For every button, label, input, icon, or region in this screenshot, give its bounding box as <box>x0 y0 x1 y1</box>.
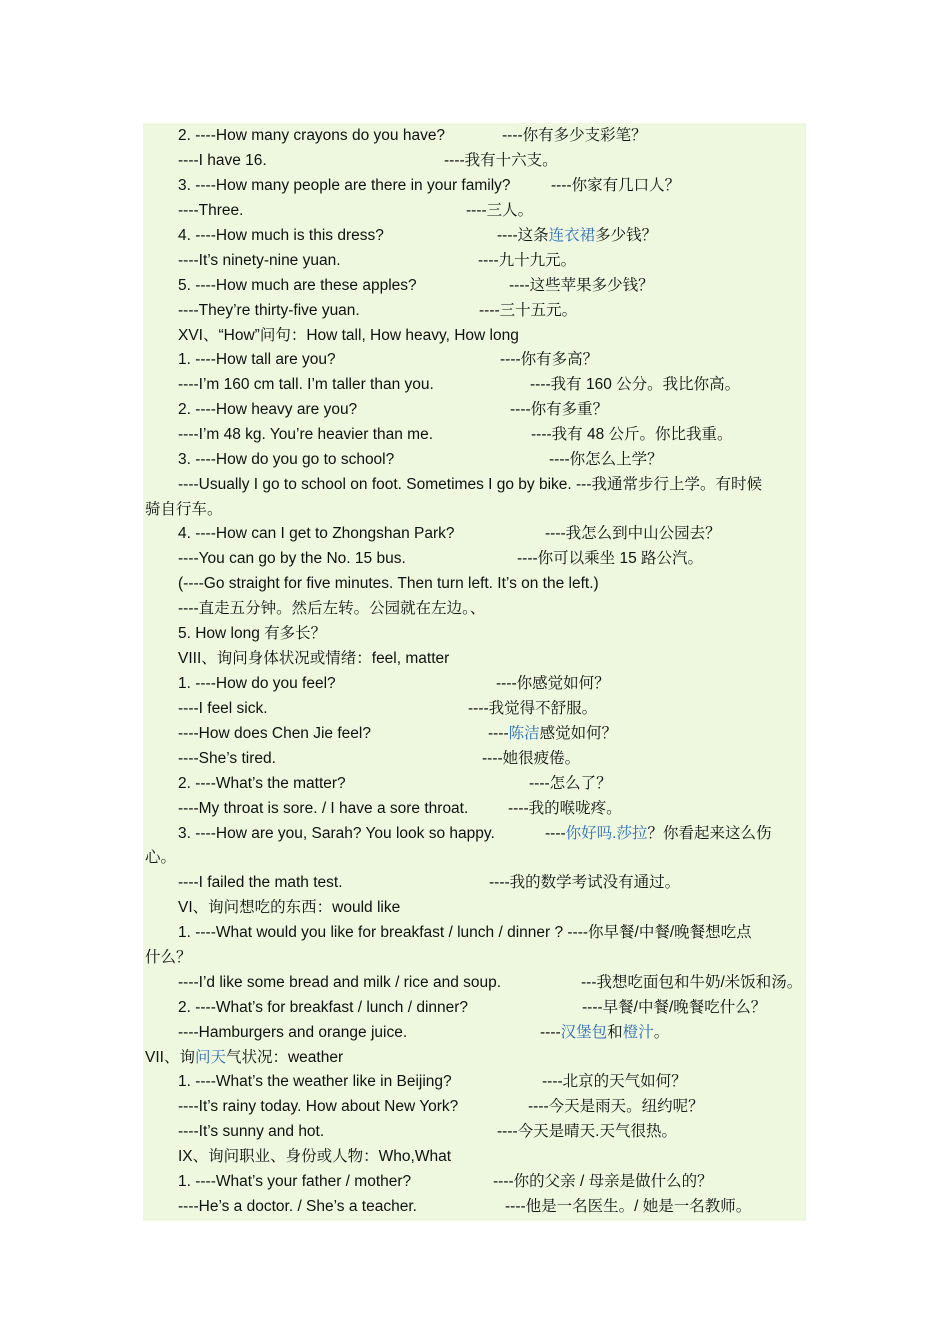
text-line <box>0 797 700 821</box>
english-text: 3. ----How are you, Sarah? You look so happy. <box>178 825 495 842</box>
text-line <box>0 398 700 422</box>
text-line <box>0 473 762 497</box>
chinese-translation: ----你的父亲 / 母亲是做什么的？ <box>493 1173 713 1190</box>
text-line <box>0 423 733 447</box>
text-line <box>0 199 700 223</box>
translation-part: ---- <box>540 1024 561 1041</box>
chinese-translation: ----我觉得不舒服。 <box>468 700 598 717</box>
chinese-translation: ----我怎么到中山公园去？ <box>545 525 721 542</box>
highlighted-link-text: 汉堡包 <box>560 1024 608 1041</box>
heading-part: 气状况：weather <box>225 1049 344 1066</box>
text-line <box>0 597 700 621</box>
chinese-translation: ---我想吃面包和牛奶/米饭和汤。 <box>581 974 803 991</box>
text-line <box>0 647 700 671</box>
english-text: ----Hamburgers and orange juice. <box>178 1024 408 1041</box>
chinese-translation <box>540 1021 669 1045</box>
line-text: (----Go straight for five minutes. Then turn left. It’s on the left.) <box>178 575 599 592</box>
english-text: ----I’m 160 cm tall. I’m taller than you. <box>178 376 434 393</box>
chinese-translation: ----今天是雨天。纽约呢？ <box>528 1098 704 1115</box>
highlighted-link-text: 陈洁 <box>508 725 540 742</box>
english-text: 4. ----How much is this dress? <box>178 227 384 244</box>
line-text: 5. How long 有多长？ <box>178 625 327 642</box>
line-text: XVI、“How”问句：How tall, How heavy, How long <box>178 327 519 344</box>
text-line <box>0 373 741 397</box>
translation-part: ？你看起来这么伤 <box>647 825 772 842</box>
chinese-translation <box>497 224 657 248</box>
english-text: 1. ----How tall are you? <box>178 351 336 368</box>
text-line <box>0 1170 713 1194</box>
text-line <box>0 871 700 895</box>
text-line <box>0 174 700 198</box>
highlighted-link-text: 你好吗.莎拉 <box>565 825 648 842</box>
english-text: 4. ----How can I get to Zhongshan Park? <box>178 525 455 542</box>
translation-part: 和 <box>607 1024 623 1041</box>
text-line <box>0 448 700 472</box>
english-text: ----It’s ninety-nine yuan. <box>178 252 341 269</box>
highlighted-link-text: 橙汁 <box>622 1024 654 1041</box>
chinese-translation: ----我有 160 公分。我比你高。 <box>530 376 741 393</box>
chinese-translation: ----怎么了？ <box>529 775 612 792</box>
text-line <box>0 224 700 248</box>
translation-part: ---- <box>545 825 566 842</box>
chinese-translation: ----你可以乘坐 15 路公汽。 <box>517 550 704 567</box>
line-text: VIII、询问身体状况或情绪：feel, matter <box>178 650 450 667</box>
text-line <box>0 274 700 298</box>
text-line <box>0 622 700 646</box>
english-text: 2. ----How many crayons do you have? <box>178 127 446 144</box>
heading-part: VII、询 <box>145 1049 195 1066</box>
english-text: 1. ----What’s your father / mother? <box>178 1173 412 1190</box>
chinese-translation: ----我的数学考试没有通过。 <box>489 874 681 891</box>
text-line <box>0 149 700 173</box>
english-text: ----It’s rainy today. How about New York? <box>178 1098 459 1115</box>
chinese-translation: ----我的喉咙疼。 <box>508 800 622 817</box>
chinese-translation: ----你有多重？ <box>510 401 609 418</box>
line-text: ----直走五分钟。然后左转。公园就在左边。、 <box>178 600 486 617</box>
chinese-translation: ----九十九元。 <box>478 252 577 269</box>
english-text: ----I have 16. <box>178 152 267 169</box>
chinese-translation: ----你感觉如何？ <box>496 675 610 692</box>
translation-part: ----这条 <box>497 227 549 244</box>
english-text: 5. ----How much are these apples? <box>178 277 417 294</box>
english-text: ----I feel sick. <box>178 700 268 717</box>
line-text: 骑自行车。 <box>145 501 223 518</box>
chinese-translation: ----北京的天气如何？ <box>542 1073 687 1090</box>
chinese-translation: ----我有十六支。 <box>444 152 558 169</box>
text-line <box>0 249 700 273</box>
translation-part: 感觉如何？ <box>539 725 618 742</box>
english-text: ----My throat is sore. / I have a sore throat. <box>178 800 469 817</box>
english-text: 3. ----How do you go to school? <box>178 451 395 468</box>
chinese-translation: ----早餐/中餐/晚餐吃什么？ <box>582 999 767 1016</box>
line-text: 什么？ <box>145 949 192 966</box>
text-line <box>0 324 700 348</box>
text-line <box>0 971 803 995</box>
chinese-translation: ----你怎么上学？ <box>549 451 663 468</box>
translation-part: 多少钱？ <box>595 227 658 244</box>
chinese-translation: ----三十五元。 <box>479 302 578 319</box>
chinese-translation: ----她很疲倦。 <box>482 750 581 767</box>
english-text: ----I failed the math test. <box>178 874 343 891</box>
chinese-translation: ----他是一名医生。/ 她是一名教师。 <box>505 1198 752 1215</box>
text-line <box>0 996 767 1020</box>
text-line <box>0 1021 700 1045</box>
text-line <box>0 822 772 846</box>
text-line <box>0 697 700 721</box>
text-line <box>0 124 700 148</box>
text-line <box>0 672 700 696</box>
text-line <box>0 747 700 771</box>
english-text: 1. ----How do you feel? <box>178 675 336 692</box>
text-line <box>0 772 700 796</box>
chinese-translation: ----你有多少支彩笔？ <box>502 127 647 144</box>
chinese-translation: ----你家有几口人？ <box>551 177 681 194</box>
text-line <box>0 1120 700 1144</box>
text-line <box>0 522 721 546</box>
english-text: 2. ----What’s the matter? <box>178 775 346 792</box>
line-text: ----Usually I go to school on foot. Sometimes I go by bike. ---我通常步行上学。有时候 <box>178 476 762 493</box>
text-line <box>0 299 700 323</box>
text-line <box>0 1070 700 1094</box>
english-text: ----He’s a doctor. / She’s a teacher. <box>178 1198 417 1215</box>
text-line <box>0 722 700 746</box>
english-text: ----Three. <box>178 202 244 219</box>
chinese-translation: ----这些苹果多少钱？ <box>509 277 654 294</box>
english-text: ----I’d like some bread and milk / rice and soup. <box>178 974 502 991</box>
text-line <box>0 896 700 920</box>
english-text: 2. ----What’s for breakfast / lunch / dinner? <box>178 999 469 1016</box>
text-line <box>0 498 700 522</box>
english-text: ----I’m 48 kg. You’re heavier than me. <box>178 426 434 443</box>
text-line <box>0 1095 704 1119</box>
chinese-translation: ----我有 48 公斤。你比我重。 <box>531 426 733 443</box>
line-text: VI、询问想吃的东西：would like <box>178 899 401 916</box>
english-text: 2. ----How heavy are you? <box>178 401 358 418</box>
highlighted-link-text: 连衣裙 <box>548 227 596 244</box>
english-text: 3. ----How many people are there in your family? <box>178 177 511 194</box>
text-line <box>0 1046 700 1070</box>
translation-part: 。 <box>653 1024 670 1041</box>
text-line <box>0 1145 700 1169</box>
chinese-translation: ----三人。 <box>466 202 534 219</box>
chinese-translation <box>545 822 771 846</box>
english-text: 1. ----What’s the weather like in Beijing? <box>178 1073 452 1090</box>
highlighted-link-text: 问天 <box>194 1049 226 1066</box>
text-line <box>0 921 752 945</box>
english-text: ----She’s tired. <box>178 750 276 767</box>
line-text: 心。 <box>145 849 177 866</box>
text-line <box>0 846 700 870</box>
english-text: ----How does Chen Jie feel? <box>178 725 371 742</box>
chinese-translation <box>488 722 617 746</box>
text-line <box>0 1195 752 1219</box>
text-line <box>0 946 700 970</box>
line-text: IX、询问职业、身份或人物：Who,What <box>178 1148 451 1165</box>
english-text: ----It’s sunny and hot. <box>178 1123 325 1140</box>
section-heading <box>145 1046 343 1070</box>
chinese-translation: ----今天是晴天.天气很热。 <box>497 1123 677 1140</box>
translation-part: ---- <box>488 725 509 742</box>
text-line <box>0 348 700 372</box>
text-line <box>0 547 704 571</box>
text-line <box>0 572 700 596</box>
line-text: 1. ----What would you like for breakfast / lunch / dinner ? ----你早餐/中餐/晚餐想吃点 <box>178 924 752 941</box>
english-text: ----They’re thirty-five yuan. <box>178 302 360 319</box>
english-text: ----You can go by the No. 15 bus. <box>178 550 406 567</box>
chinese-translation: ----你有多高？ <box>500 351 599 368</box>
